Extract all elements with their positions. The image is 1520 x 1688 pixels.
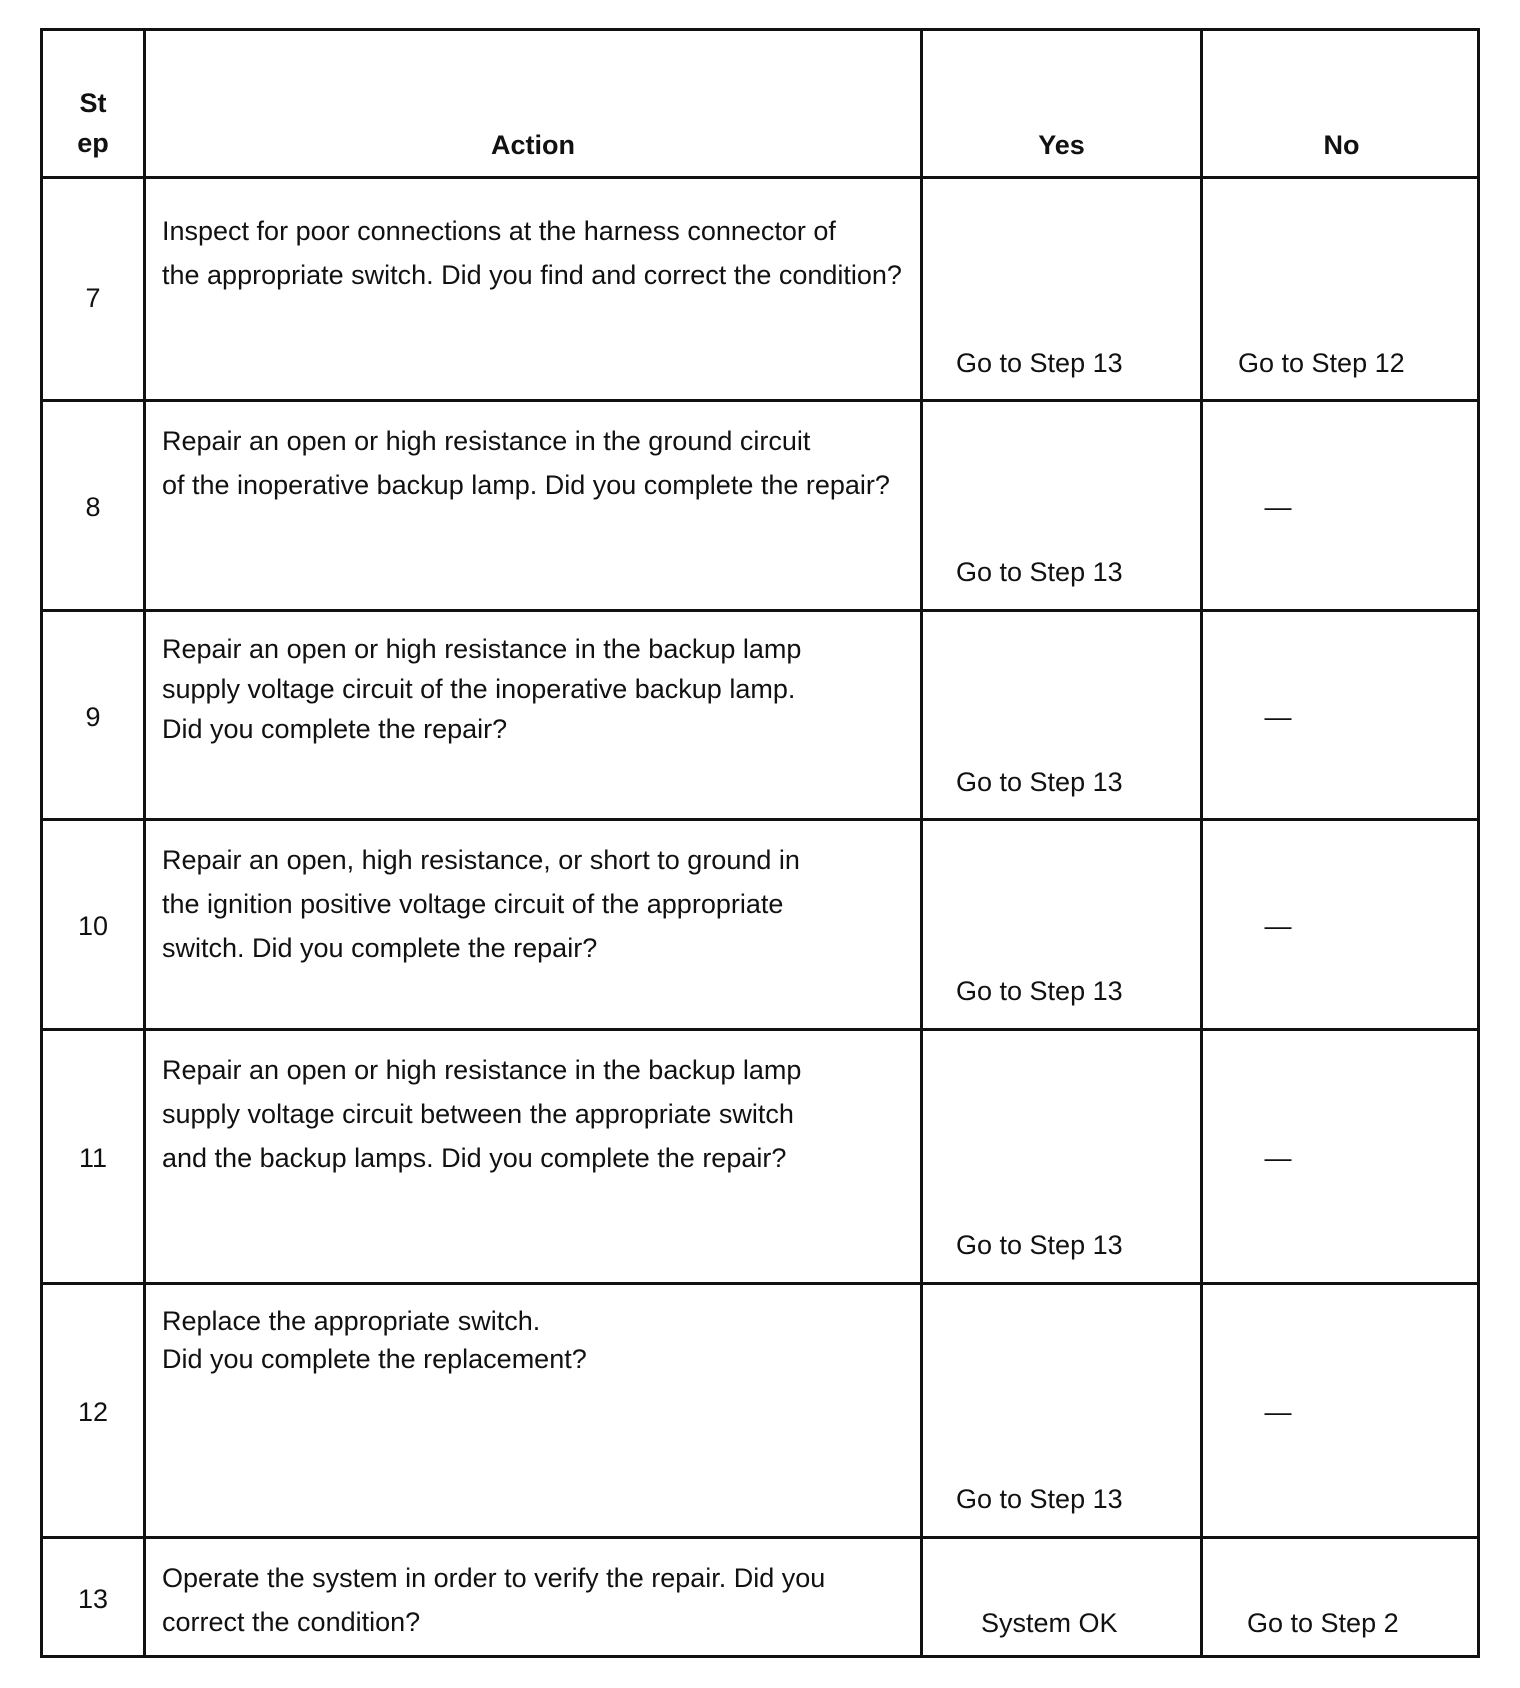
row-divider [43,1536,1477,1539]
header-no: No [1323,130,1360,160]
row-divider [43,399,1477,402]
row-step: 13 [77,1584,109,1614]
row-yes: System OK [981,1608,1118,1638]
row-divider [43,1282,1477,1285]
row-action: Inspect for poor connections at the harness connector of the appropriate switch. Did you find and correct the condition? [162,216,902,290]
header-action: Action [491,130,575,160]
row-no: — [1264,1143,1292,1173]
row-action: Repair an open or high resistance in the backup lamp supply voltage circuit between the appropriate switch and the backup lamps. Did you complete the repair? [162,1055,802,1173]
row-yes: Go to Step 13 [956,767,1123,797]
diagnostic-table [40,28,1480,1658]
row-divider [43,1028,1477,1031]
row-yes: Go to Step 13 [956,976,1123,1006]
header-yes: Yes [1038,130,1085,160]
row-step: 10 [77,911,109,941]
row-yes: Go to Step 13 [956,1230,1123,1260]
row-no: — [1264,492,1292,522]
header-step: St ep [77,88,109,158]
row-divider [43,818,1477,821]
row-yes: Go to Step 13 [956,557,1123,587]
row-action: Repair an open, high resistance, or short to ground in the ignition positive voltage circuit of the appropriate switch. Did you complete the repair? [162,845,800,963]
row-step: 8 [85,492,101,522]
row-no: — [1264,911,1292,941]
row-no: Go to Step 2 [1247,1608,1399,1638]
row-yes: Go to Step 13 [956,1484,1123,1514]
row-action: Replace the appropriate switch. Did you complete the replacement? [162,1306,587,1374]
row-action: Repair an open or high resistance in the ground circuit of the inoperative backup lamp. Did you complete the repair? [162,426,890,500]
row-step: 11 [78,1143,108,1173]
row-step: 7 [85,283,101,313]
row-action: Repair an open or high resistance in the backup lamp supply voltage circuit of the inoperative backup lamp. Did you complete the repair? [162,634,802,744]
row-yes: Go to Step 13 [956,348,1123,378]
row-no: Go to Step 12 [1238,348,1405,378]
row-divider [43,176,1477,179]
row-step: 12 [77,1397,109,1427]
row-action: Operate the system in order to verify the repair. Did you correct the condition? [162,1563,826,1637]
row-no: — [1264,1397,1292,1427]
row-divider [43,609,1477,612]
row-no: — [1264,702,1292,732]
row-step: 9 [85,702,101,732]
column-divider [143,31,146,1655]
